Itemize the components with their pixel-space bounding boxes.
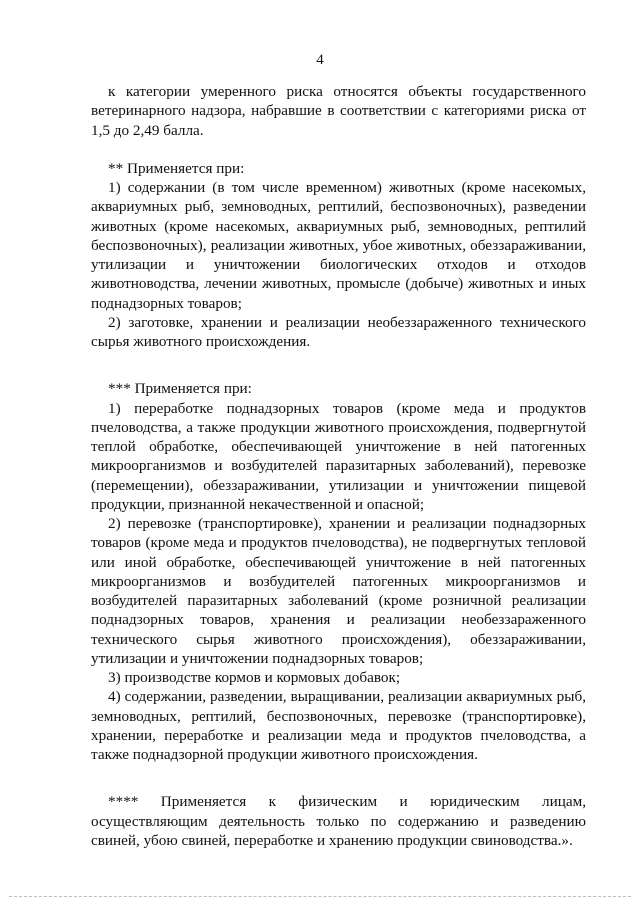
- document-body: [91, 82, 586, 850]
- triple-star-footnote: [91, 379, 586, 764]
- footnote-heading: *** Применяется при:: [108, 380, 252, 398]
- footnote-item: 2) заготовке, хранении и реализации необеззараженного технического сырья животного происхождения.: [91, 313, 586, 350]
- footnote-item: 1) содержании (в том числе временном) животных (кроме насекомых, аквариумных рыб, земноводных, рептилий, беспозвоночных), разведении животных (кроме насекомых, аквариумных рыб, земноводных, рептилий беспозвоночных), реализации животных, убое животных, обеззараживании, утилизации и уничтожении биологических отходов и отходов животноводства, лечении животных, промысле (добыче) животных и иных поднадзорных товаров;: [91, 179, 586, 312]
- footnote-paragraph: **** Применяется к физическим и юридическим лицам, осуществляющим деятельность только по содержанию и разведению свиней, убою свиней, переработке и хранению продукции свиноводства.».: [91, 793, 586, 849]
- footnote-item: 3) производстве кормов и кормовых добавок;: [108, 669, 401, 686]
- footnote-heading: ** Применяется при:: [108, 159, 245, 177]
- page-number: 4: [316, 52, 324, 68]
- double-star-footnote: [91, 159, 586, 352]
- footnote-item: 2) перевозке (транспортировке), хранении и реализации поднадзорных товаров (кроме меда и продуктов пчеловодства), не подвергнутых тепловой или иной обработке, обеспечивающей уничтожение в ней патогенных микроорганизмов и возбудителей патогенных микроорганизмов и возбудителей паразитарных заболеваний (кроме розничной реализации поднадзорных товаров, хранения и реализации необеззараженного технического сырья животного происхождения), обеззараживании, утилизации и уничтожении поднадзорных товаров;: [91, 515, 586, 667]
- footnote-item: 4) содержании, разведении, выращивании, реализации аквариумных рыб, земноводных, рептилий, беспозвоночных, перевозке (транспортировке), хранении, переработке и реализации меда и продуктов пчеловодства, а также поднадзорной продукции животного происхождения.: [91, 688, 586, 763]
- quad-star-footnote: [91, 792, 586, 850]
- page-bottom-rule: [9, 896, 631, 897]
- moderate-risk-section: [91, 82, 586, 140]
- moderate-risk-paragraph: к категории умеренного риска относятся объекты государственного ветеринарного надзора, набравшие в соответствии с категориями риска от 1,5 до 2,49 балла.: [91, 83, 586, 139]
- footnote-item: 1) переработке поднадзорных товаров (кроме меда и продуктов пчеловодства, а также продукции животного происхождения, подвергнутой теплой обработке, обеспечивающей уничтожение в ней патогенных микроорганизмов и возбудителей паразитарных заболеваний), перевозке (перемещении), обеззараживании, утилизации и уничтожении пищевой продукции, признанной некачественной и опасной;: [91, 399, 586, 513]
